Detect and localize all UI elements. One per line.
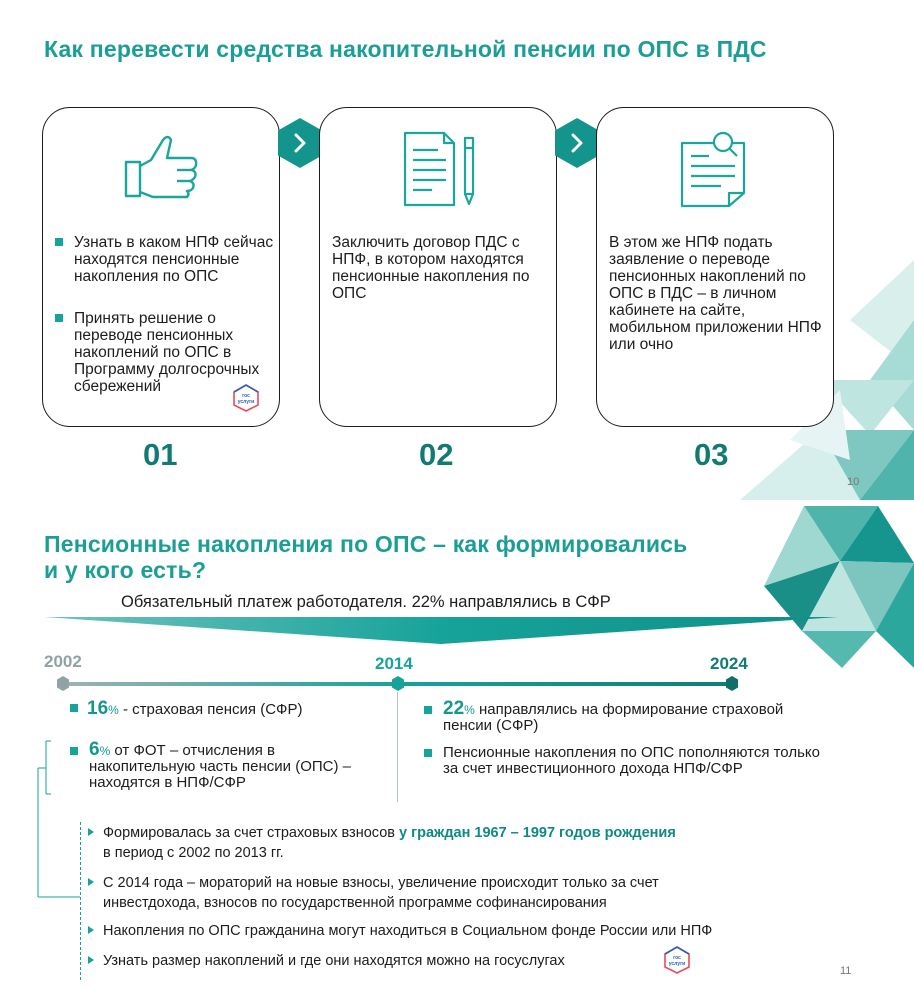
step-number-1: 01: [143, 437, 178, 472]
svg-text:услуги: услуги: [237, 399, 255, 405]
bullet-triangle-icon: [88, 878, 94, 886]
timeline-bar: [50, 674, 746, 694]
year-2024: 2024: [710, 654, 748, 673]
step1-bullet-1: Узнать в каком НПФ сейчас находятся пенсионные накопления по ОПС: [55, 234, 275, 285]
page-number: 11: [840, 965, 852, 977]
right-item-2-text: Пенсионные накопления по ОПС пополняются только за счет инвестиционного дохода НПФ/СФР: [443, 744, 820, 777]
pct-16: 16: [87, 698, 109, 719]
list-item-1: [88, 823, 788, 863]
list-item-2: [88, 873, 788, 913]
timeline-divider: [397, 692, 398, 802]
banner-text: Обязательный платеж работодателя. 22% направлялись в СФР: [121, 593, 611, 611]
year-2002: 2002: [44, 652, 82, 671]
gosuslugi-logo-icon: [662, 945, 692, 975]
application-form-icon: [679, 128, 751, 208]
right-item-1: [424, 698, 784, 734]
left-item-1: [70, 698, 380, 719]
step-card-3: [596, 107, 834, 427]
step-card-1: [42, 107, 280, 427]
pct-sign: %: [108, 703, 119, 717]
svg-text:услуги: услуги: [668, 961, 686, 967]
gosuslugi-logo-icon: [231, 383, 261, 413]
pct-6: 6: [89, 739, 100, 760]
list-item-4: [88, 951, 688, 971]
list-item-3: [88, 921, 828, 941]
step1-bullet-2: Принять решение о переводе пенсионных накоплений по ОПС в Программу долгосрочных сбережений: [55, 310, 277, 395]
right-item-2: [424, 745, 824, 777]
list-item-1-text-b: в период с 2002 по 2013 гг.: [103, 845, 284, 861]
slide10-title: Как перевести средства накопительной пенсии по ОПС в ПДС: [44, 36, 767, 62]
list-item-3-text: Накопления по ОПС гражданина могут находиться в Социальном фонде России или НПФ: [103, 923, 713, 939]
thumbs-up-icon: [123, 130, 201, 200]
bullet-square: [55, 238, 63, 246]
pct-sign: %: [99, 744, 111, 758]
step2-text: Заключить договор ПДС с НПФ, в котором находятся пенсионные накопления по ОПС: [332, 234, 530, 302]
step-number-3: 03: [694, 437, 729, 472]
list-dashed-line: [80, 822, 81, 980]
left-item-1-text: - страховая пенсия (СФР): [118, 701, 303, 718]
list-item-2-text-a: С 2014 года – мораторий на новые взносы, увеличение происходит только за счет: [103, 875, 659, 891]
pct-22: 22: [443, 698, 465, 719]
list-item-1-highlight: у граждан 1967 – 1997 годов рождения: [399, 825, 676, 841]
bullet-triangle-icon: [88, 828, 94, 836]
bullet-triangle-icon: [88, 956, 94, 964]
step3-text: В этом же НПФ подать заявление о переводе пенсионных накоплений по ОПС в ПДС – в личном кабинете на сайте, мобильном приложении НПФ или очно: [609, 234, 822, 353]
left-item-2: [70, 739, 370, 791]
slide11-title: [44, 531, 688, 583]
contract-document-icon: [402, 130, 482, 210]
year-2014: 2014: [375, 654, 413, 673]
bullet-square: [424, 749, 432, 757]
pct-sign: %: [464, 703, 475, 717]
step-number-2: 02: [419, 437, 454, 472]
bracket-connector: [36, 738, 86, 900]
bullet-triangle-icon: [88, 926, 94, 934]
svg-text:гос: гос: [673, 955, 681, 961]
slide11-title-line1: Пенсионные накопления по ОПС – как формировались: [44, 531, 688, 557]
page-number: 10: [847, 476, 860, 488]
bullet-square: [70, 704, 78, 712]
slide11-title-line2: и у кого есть?: [44, 557, 207, 583]
list-item-1-text-a: Формировалась за счет страховых взносов: [103, 825, 399, 841]
list-item-4-text: Узнать размер накоплений и где они находятся можно на госуслугах: [103, 953, 565, 969]
list-item-2-text-b: инвестдохода, взносов по государственной программе софинансирования: [103, 895, 607, 911]
bullet-square: [424, 706, 432, 714]
banner-funnel: [44, 617, 838, 644]
bullet-square: [55, 314, 63, 322]
left-item-2-text: от ФОТ – отчисления в накопительную часть пенсии (ОПС) – находятся в НПФ/СФР: [89, 742, 351, 791]
right-item-1-text: направлялись на формирование страховой пенсии (СФР): [443, 701, 784, 734]
step-card-2: [319, 107, 557, 427]
svg-text:гос: гос: [242, 393, 250, 399]
